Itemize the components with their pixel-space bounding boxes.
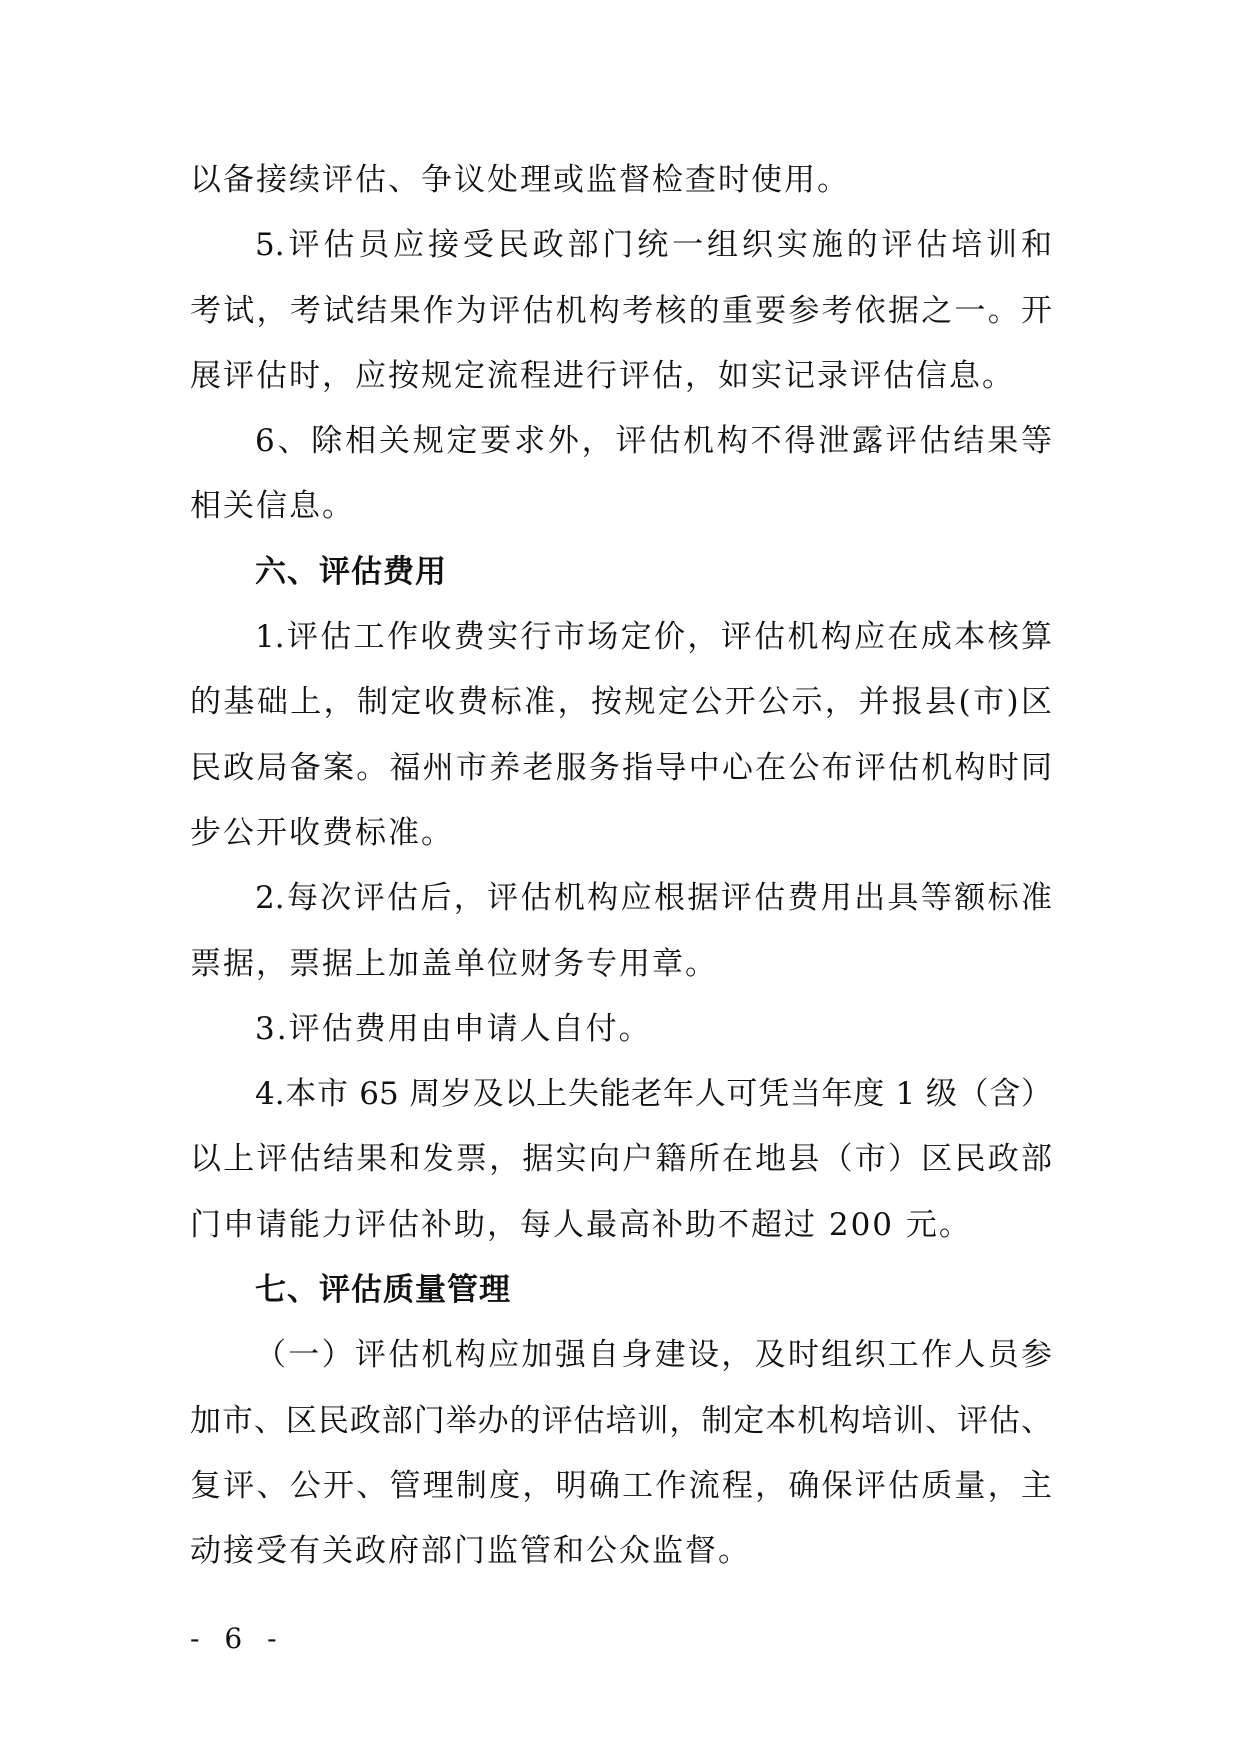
page-number: - 6 - (190, 1622, 285, 1655)
paragraph-line: 2.每次评估后，评估机构应根据评估费用出具等额标准 (255, 880, 1052, 917)
paragraph-line: （一）评估机构应加强自身建设，及时组织工作人员参 (255, 1337, 1052, 1374)
paragraph-line: 复评、公开、管理制度，明确工作流程，确保评估质量，主 (190, 1467, 1052, 1504)
paragraph-line: 门申请能力评估补助，每人最高补助不超过 200 元。 (190, 1206, 972, 1243)
paragraph-line: 加市、区民政部门举办的评估培训，制定本机构培训、评估、 (190, 1402, 1052, 1439)
paragraph-line: 动接受有关政府部门监管和公众监督。 (190, 1533, 751, 1570)
document-body (190, 148, 1052, 1585)
paragraph-line: 的基础上，制定收费标准，按规定公开公示，并报县(市)区 (190, 684, 1052, 721)
paragraph-line: 展评估时，应按规定流程进行评估，如实记录评估信息。 (190, 357, 1015, 394)
paragraph-line: 6、除相关规定要求外，评估机构不得泄露评估结果等 (255, 423, 1052, 460)
section-heading: 六、评估费用 (255, 553, 447, 590)
paragraph-line: 3.评估费用由申请人自付。 (255, 1010, 652, 1047)
paragraph-line: 5.评估员应接受民政部门统一组织实施的评估培训和 (255, 227, 1052, 264)
paragraph-line: 相关信息。 (190, 488, 355, 525)
section-heading: 七、评估质量管理 (255, 1272, 511, 1309)
paragraph-line: 考试，考试结果作为评估机构考核的重要参考依据之一。开 (190, 292, 1052, 329)
paragraph-line: 票据，票据上加盖单位财务专用章。 (190, 945, 718, 982)
paragraph-line: 民政局备案。福州市养老服务指导中心在公布评估机构时同 (190, 749, 1052, 786)
paragraph-line: 以备接续评估、争议处理或监督检查时使用。 (190, 162, 850, 198)
paragraph-line: 4.本市 65 周岁及以上失能老年人可凭当年度 1 级（含） (255, 1076, 1052, 1113)
paragraph-line: 以上评估结果和发票，据实向户籍所在地县（市）区民政部 (190, 1141, 1052, 1178)
paragraph-line: 步公开收费标准。 (190, 814, 454, 851)
paragraph-line: 1.评估工作收费实行市场定价，评估机构应在成本核算 (255, 619, 1052, 656)
